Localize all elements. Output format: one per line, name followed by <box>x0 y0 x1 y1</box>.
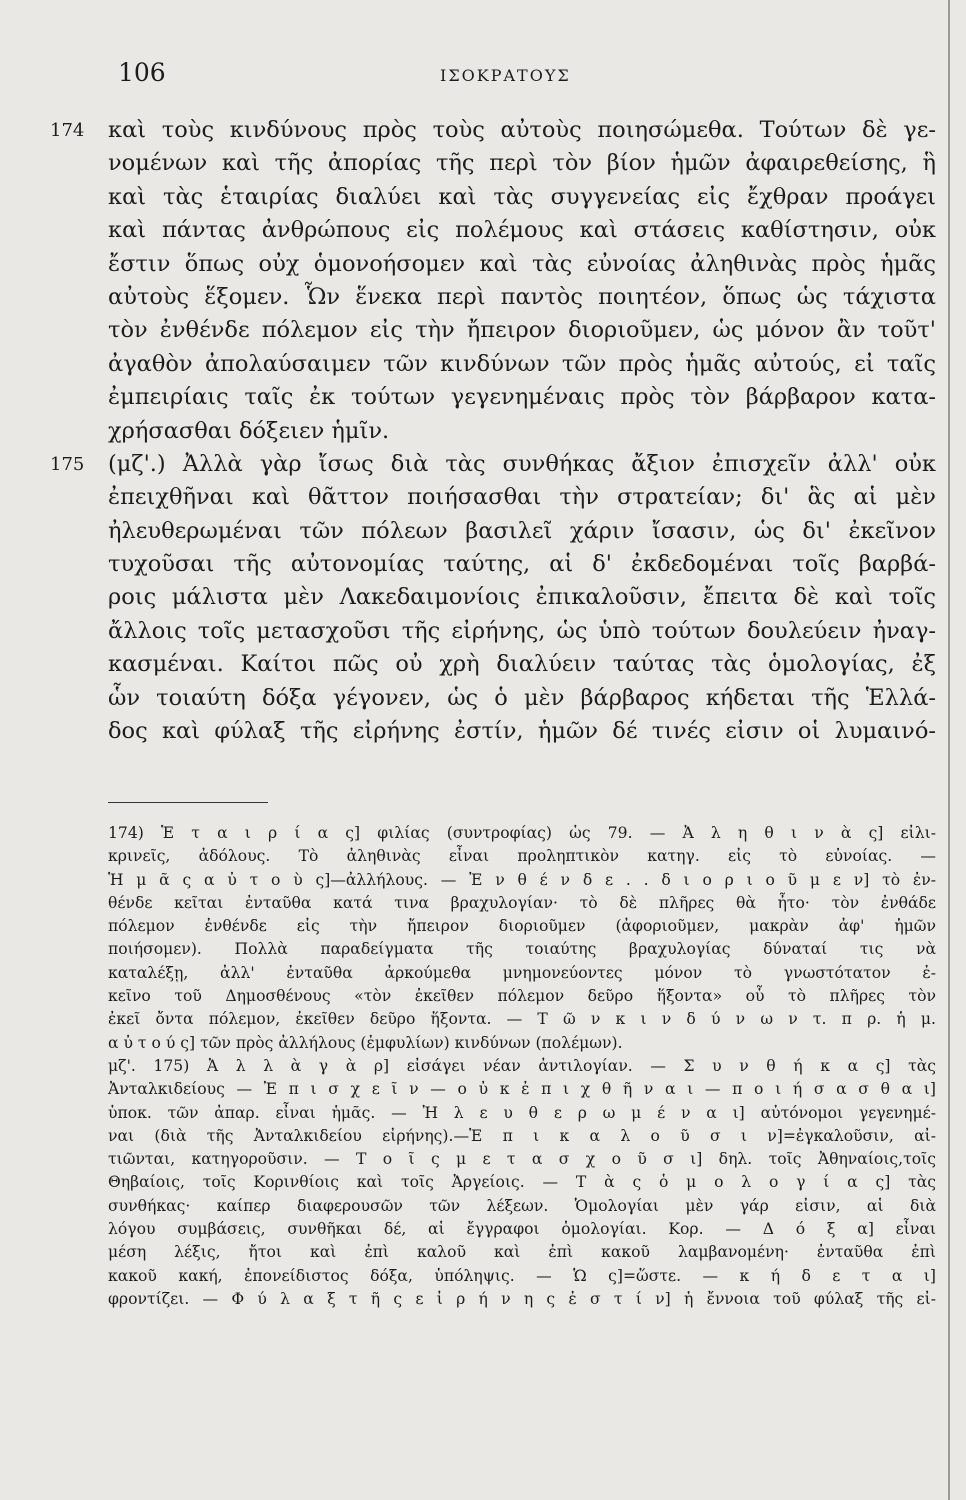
main-line: τυχοῦσαι τῆς αὐτονομίας ταύτης, αἱ δ' ἐκδεδομέναι τοῖς βαρβά- <box>108 551 936 578</box>
note-line: πόλεμον ἐνθένδε εἰς τὴν ἤπειρον διοριοῦμεν (ἀφοριοῦμεν, μακρὰν ἀφ' ἡμῶν <box>108 917 936 936</box>
main-line: δος καὶ φύλαξ τῆς εἰρήνης ἐστίν, ἡμῶν δέ τινές εἰσιν οἱ λυμαινό- <box>108 718 936 745</box>
main-line: ἔστιν ὅπως οὐχ ὁμονοήσομεν καὶ τὰς εὐνοίας ἀληθινὰς πρὸς ἡμᾶς <box>108 250 936 277</box>
note-line: Ἀνταλκιδείους — Ἐ π ι σ χ ε ῖ ν — ο ὐ κ ἐ π ι χ θ ῆ ν α ι — π ο ι ή σ α σ θ α ι] <box>108 1080 936 1099</box>
note-line: κρινεῖς, ἀδόλους. Τὸ ἀληθινὰς εἶναι προληπτικὸν κατηγ. εἰς τὸ εὐνοίας. — <box>108 847 936 866</box>
note-line: λόγου συμβάσεις, συνθῆκαι δέ, αἱ ἔγγραφοι ὁμολογίαι. Κορ. — Δ ό ξ α] εἶναι <box>108 1220 936 1239</box>
note-line: μζ'. 175) Ἀ λ λ ὰ γ ὰ ρ] εἰσάγει νέαν ἀντιλογίαν. — Σ υ ν θ ή κ α ς] τὰς <box>108 1056 936 1075</box>
note-line: τιῶνται, κατηγοροῦσιν. — Τ ο ῖ ς μ ε τ α σ χ ο ῦ σ ι] δηλ. τοῖς Ἀθηναίοις,τοῖς <box>108 1150 936 1169</box>
main-text <box>50 114 936 748</box>
note-line: θένδε κεῖται ἐνταῦθα κατά τινα βραχυλογίαν· τὸ δὲ πλῆρες θὰ ἦτο· τὸν ἐνθάδε <box>108 893 936 912</box>
note-line: Ἡ μ ᾶ ς α ὐ τ ο ὺ ς]—ἀλλήλους. — Ἐ ν θ έ ν δ ε . . δ ι ο ρ ι ο ῦ μ ε ν] τὸ ἐν- <box>108 870 936 889</box>
main-line: ὧν τοιαύτη δόξα γέγονεν, ὡς ὁ μὲν βάρβαρος κήδεται τῆς Ἑλλά- <box>108 684 936 711</box>
note-line: κακοῦ κακή, ἐπονείδιστος δόξα, ὑπόληψις. — Ὡ ς]=ὥστε. — κ ή δ ε τ α ι] <box>108 1266 936 1285</box>
note-line: ὑποκ. τῶν ἀπαρ. εἶναι ἡμᾶς. — Ἠ λ ε υ θ ε ρ ω μ έ ν α ι] αὐτόνομοι γεγενημέ- <box>108 1103 936 1122</box>
main-line: ἠλευθερωμέναι τῶν πόλεων βασιλεῖ χάριν ἴσασιν, ὡς δι' ἐκεῖνον <box>108 517 936 544</box>
main-line: χρήσασθαι δόξειεν ἡμῖν. <box>108 417 390 444</box>
main-line: νομένων καὶ τῆς ἀπορίας τῆς περὶ τὸν βίον ἡμῶν ἀφαιρεθείσης, ἣ <box>108 150 936 177</box>
note-line: μέση λέξις, ἤτοι καὶ ἐπὶ καλοῦ καὶ ἐπὶ κακοῦ λαμβανομένη· ἐνταῦθα ἐπὶ <box>108 1243 936 1262</box>
main-line: 175 (μζ'.) Ἀλλὰ γὰρ ἴσως διὰ τὰς συνθήκας ἄξιον ἐπισχεῖν ἀλλ' οὐκ <box>108 448 936 481</box>
binding-edge <box>948 0 950 1500</box>
note-line: Θηβαίοις, τοῖς Κορινθίοις καὶ τοῖς Ἀργείοις. — Τ ὰ ς ὁ μ ο λ ο γ ί α ς] τὰς <box>108 1173 936 1192</box>
note-line: 174) Ἑ τ α ι ρ ί α ς] φιλίας (συντροφίας) ὡς 79. — Ἀ λ η θ ι ν ὰ ς] εἰλι- <box>108 824 936 842</box>
main-line: ἀγαθὸν ἀπολαύσαιμεν τῶν κινδύνων τῶν πρὸς ἡμᾶς αὐτούς, εἰ ταῖς <box>108 350 936 377</box>
section-number: 174 <box>50 120 85 141</box>
footnote-rule <box>108 802 268 803</box>
main-line: 174 καὶ τοὺς κινδύνους πρὸς τοὺς αὐτοὺς ποιησώμεθα. Τούτων δὲ γε- <box>108 114 936 147</box>
note-line: ναι (διὰ τῆς Ἀνταλκιδείου εἰρήνης).—Ἐ π ι κ α λ ο ῦ σ ι ν]=ἐγκαλοῦσιν, αἰ- <box>108 1126 936 1145</box>
main-line: αὐτοὺς ἕξομεν. Ὧν ἕνεκα περὶ παντὸς ποιητέον, ὅπως ὡς τάχιστα <box>108 283 936 310</box>
footnotes <box>108 822 936 1311</box>
note-line: κεῖνο τοῦ Δημοσθένους «τὸν ἐκεῖθεν πόλεμον δεῦρο ἥξοντα» οὗ τὸ πλῆρες τὸν <box>108 987 936 1006</box>
page-number: 106 <box>118 58 166 87</box>
page-header <box>110 58 940 98</box>
main-line: καὶ τὰς ἑταιρίας διαλύει καὶ τὰς συγγενείας εἰς ἔχθραν προάγει <box>108 183 936 210</box>
main-line: ἐμπειρίαις ταῖς ἐκ τούτων γεγενημέναις πρὸς τὸν βάρβαρον κατα- <box>108 384 936 411</box>
main-line: κασμέναι. Καίτοι πῶς οὐ χρὴ διαλύειν ταύτας τὰς ὁμολογίας, ἐξ <box>108 651 936 678</box>
note-line: φροντίζει. — Φ ύ λ α ξ τ ῆ ς ε ἰ ρ ή ν η ς ἐ σ τ ί ν] ἡ ἔννοια τοῦ φύλαξ τῆς εἰ- <box>108 1289 936 1308</box>
main-line: ἄλλοις τοῖς μετασχοῦσι τῆς εἰρήνης, ὡς ὑπὸ τούτων δουλεύειν ἠναγ- <box>108 617 936 644</box>
note-line: α ὐ τ ο ύ ς] τῶν πρὸς ἀλλήλους (ἐμφυλίων) κινδύνων (πολέμων). <box>108 1033 623 1052</box>
main-line: ἐπειχθῆναι καὶ θᾶττον ποιήσασθαι τὴν στρατείαν; δι' ἃς αἱ μὲν <box>108 484 936 511</box>
note-line: συνθήκας· καίπερ διαφερουσῶν τῶν λέξεων. Ὁμολογίαι μὲν γάρ εἰσιν, αἱ διὰ <box>108 1196 936 1215</box>
main-line: καὶ πάντας ἀνθρώπους εἰς πολέμους καὶ στάσεις καθίστησιν, οὐκ <box>108 217 936 244</box>
note-line: ποιήσομεν). Πολλὰ παραδείγματα τῆς τοιαύτης βραχυλογίας δύναταί τις νὰ <box>108 940 936 959</box>
main-line: τὸν ἐνθένδε πόλεμον εἰς τὴν ἤπειρον διοριοῦμεν, ὡς μόνον ἂν τοῦτ' <box>108 317 936 344</box>
section-number: 175 <box>50 453 85 475</box>
main-line: ροις μάλιστα μὲν Λακεδαιμονίοις ἐπικαλοῦσιν, ἔπειτα δὲ καὶ τοῖς <box>108 584 936 611</box>
note-line: καταλέξῃ, ἀλλ' ἐνταῦθα ἀρκούμεθα μνημονεύοντες μόνον τὸ γνωστότατον ἐ- <box>108 963 936 982</box>
note-line: ἐκεῖ ὄντα πόλεμον, ἐκεῖθεν δεῦρο ἥξοντα. — Τ ῶ ν κ ι ν δ ύ ν ω ν τ. π ρ. ἡ μ. <box>108 1010 936 1029</box>
running-head: ΙΣΟΚΡΑΤΟΥΣ <box>440 66 571 85</box>
